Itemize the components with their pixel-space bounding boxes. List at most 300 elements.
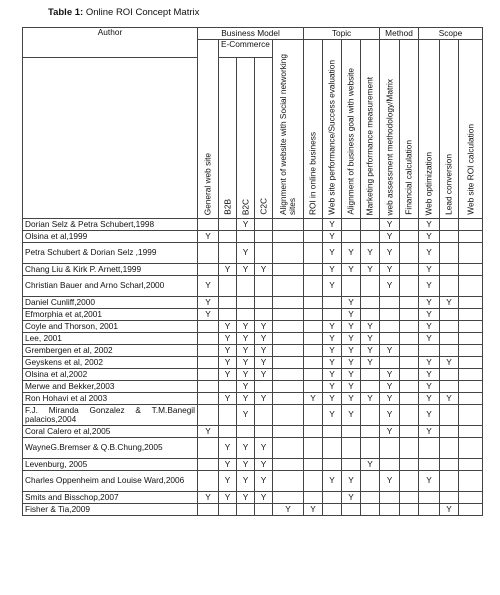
mark-cell: Y <box>323 264 342 276</box>
mark-cell <box>219 297 237 309</box>
mark-cell: Y <box>198 297 219 309</box>
author-cell: Merwe and Bekker,2003 <box>23 381 198 393</box>
author-cell: Christian Bauer and Arno Scharl,2000 <box>23 276 198 297</box>
table-caption-text: Online ROI Concept Matrix <box>83 7 200 18</box>
mark-cell <box>440 276 459 297</box>
mark-cell <box>400 459 419 471</box>
mark-cell <box>419 492 440 504</box>
mark-cell <box>237 504 255 516</box>
author-cell: Grembergen et al, 2002 <box>23 345 198 357</box>
column-header-web-optimization: Web optimization <box>419 40 440 219</box>
mark-cell: Y <box>323 276 342 297</box>
mark-cell <box>219 405 237 426</box>
table-row <box>23 369 483 381</box>
author-cell: Efmorphia et at,2001 <box>23 309 198 321</box>
mark-cell <box>273 471 304 492</box>
mark-cell: Y <box>323 381 342 393</box>
mark-cell <box>440 426 459 438</box>
mark-cell <box>304 276 323 297</box>
mark-cell <box>323 438 342 459</box>
mark-cell <box>459 321 483 333</box>
mark-cell <box>440 381 459 393</box>
mark-cell <box>459 276 483 297</box>
mark-cell <box>255 297 273 309</box>
table-row <box>23 297 483 309</box>
mark-cell <box>459 333 483 345</box>
mark-cell <box>440 333 459 345</box>
mark-cell <box>380 321 400 333</box>
mark-cell <box>459 438 483 459</box>
mark-cell <box>380 297 400 309</box>
mark-cell <box>273 459 304 471</box>
mark-cell <box>198 381 219 393</box>
mark-cell <box>400 393 419 405</box>
mark-cell <box>304 369 323 381</box>
mark-cell: Y <box>219 357 237 369</box>
mark-cell <box>380 309 400 321</box>
mark-cell <box>198 405 219 426</box>
mark-cell: Y <box>237 321 255 333</box>
table-row <box>23 471 483 492</box>
table-row <box>23 321 483 333</box>
mark-cell <box>400 381 419 393</box>
mark-cell <box>342 276 361 297</box>
mark-cell: Y <box>198 276 219 297</box>
mark-cell: Y <box>219 369 237 381</box>
mark-cell <box>459 459 483 471</box>
author-cell: Chang Liu & Kirk P. Arnett,1999 <box>23 264 198 276</box>
mark-cell <box>361 381 380 393</box>
mark-cell <box>440 459 459 471</box>
column-header-roi-online-business: ROI in online business <box>304 40 323 219</box>
mark-cell <box>440 405 459 426</box>
mark-cell: Y <box>361 264 380 276</box>
mark-cell <box>304 357 323 369</box>
mark-cell: Y <box>342 369 361 381</box>
mark-cell <box>219 243 237 264</box>
mark-cell <box>273 309 304 321</box>
mark-cell <box>273 357 304 369</box>
mark-cell <box>304 459 323 471</box>
author-cell: Levenburg, 2005 <box>23 459 198 471</box>
mark-cell <box>361 276 380 297</box>
mark-cell <box>361 219 380 231</box>
mark-cell <box>459 243 483 264</box>
mark-cell <box>304 405 323 426</box>
mark-cell <box>459 264 483 276</box>
mark-cell: Y <box>237 492 255 504</box>
mark-cell: Y <box>219 264 237 276</box>
mark-cell <box>440 231 459 243</box>
mark-cell: Y <box>380 405 400 426</box>
mark-cell <box>323 426 342 438</box>
mark-cell <box>273 405 304 426</box>
author-cell: F.J. Miranda Gonzalez & T.M.Banegil palacios,2004 <box>23 405 198 426</box>
mark-cell: Y <box>237 459 255 471</box>
mark-cell <box>380 504 400 516</box>
mark-cell: Y <box>237 333 255 345</box>
column-header-marketing-performance: Marketing performance measurement <box>361 40 380 219</box>
mark-cell <box>380 357 400 369</box>
mark-cell <box>459 504 483 516</box>
mark-cell <box>440 471 459 492</box>
mark-cell: Y <box>419 471 440 492</box>
mark-cell <box>440 369 459 381</box>
mark-cell <box>255 381 273 393</box>
mark-cell: Y <box>342 243 361 264</box>
mark-cell: Y <box>219 459 237 471</box>
mark-cell <box>198 219 219 231</box>
mark-cell: Y <box>237 219 255 231</box>
mark-cell: Y <box>419 264 440 276</box>
author-cell: Geyskens et al, 2002 <box>23 357 198 369</box>
mark-cell <box>400 231 419 243</box>
method-header: Method <box>380 28 419 40</box>
author-cell: Fisher & Tia,2009 <box>23 504 198 516</box>
mark-cell <box>400 405 419 426</box>
author-cell: Petra Schubert & Dorian Selz ,1999 <box>23 243 198 264</box>
mark-cell <box>198 264 219 276</box>
mark-cell: Y <box>419 369 440 381</box>
mark-cell <box>273 297 304 309</box>
mark-cell: Y <box>342 471 361 492</box>
author-cell: Coyle and Thorson, 2001 <box>23 321 198 333</box>
mark-cell: Y <box>342 405 361 426</box>
mark-cell: Y <box>219 492 237 504</box>
mark-cell: Y <box>380 369 400 381</box>
mark-cell <box>440 492 459 504</box>
mark-cell: Y <box>419 297 440 309</box>
table-row <box>23 231 483 243</box>
mark-cell: Y <box>361 321 380 333</box>
mark-cell: Y <box>419 231 440 243</box>
table-row <box>23 438 483 459</box>
column-header-web-assessment: web assessment methodology/Matrix <box>380 40 400 219</box>
mark-cell <box>400 438 419 459</box>
mark-cell: Y <box>323 321 342 333</box>
mark-cell <box>273 438 304 459</box>
mark-cell <box>400 297 419 309</box>
mark-cell: Y <box>361 345 380 357</box>
mark-cell: Y <box>323 333 342 345</box>
mark-cell: Y <box>419 321 440 333</box>
table-row <box>23 393 483 405</box>
mark-cell: Y <box>380 381 400 393</box>
mark-cell <box>273 381 304 393</box>
mark-cell <box>219 276 237 297</box>
mark-cell <box>273 345 304 357</box>
mark-cell <box>400 264 419 276</box>
column-header-lead-conversion: Lead conversion <box>440 40 459 219</box>
mark-cell <box>255 276 273 297</box>
mark-cell <box>459 297 483 309</box>
mark-cell: Y <box>219 345 237 357</box>
mark-cell <box>380 438 400 459</box>
mark-cell <box>198 357 219 369</box>
mark-cell <box>400 345 419 357</box>
mark-cell <box>219 219 237 231</box>
mark-cell: Y <box>342 357 361 369</box>
table-row <box>23 309 483 321</box>
mark-cell <box>419 459 440 471</box>
mark-cell: Y <box>273 504 304 516</box>
column-header-site-performance: Web site performance/Success evaluation <box>323 40 342 219</box>
mark-cell <box>304 438 323 459</box>
mark-cell <box>273 219 304 231</box>
mark-cell <box>419 504 440 516</box>
mark-cell: Y <box>342 321 361 333</box>
mark-cell: Y <box>219 393 237 405</box>
mark-cell: Y <box>361 459 380 471</box>
table-row <box>23 459 483 471</box>
mark-cell <box>237 231 255 243</box>
mark-cell <box>459 381 483 393</box>
mark-cell <box>400 426 419 438</box>
scope-header: Scope <box>419 28 483 40</box>
mark-cell <box>304 321 323 333</box>
mark-cell <box>440 243 459 264</box>
mark-cell <box>400 321 419 333</box>
table-row <box>23 381 483 393</box>
mark-cell <box>304 345 323 357</box>
column-header-financial-calculation: Financial calculation <box>400 40 419 219</box>
mark-cell: Y <box>419 243 440 264</box>
mark-cell <box>361 504 380 516</box>
author-cell: Lee, 2001 <box>23 333 198 345</box>
mark-cell: Y <box>255 357 273 369</box>
mark-cell <box>273 321 304 333</box>
mark-cell: Y <box>419 309 440 321</box>
mark-cell: Y <box>419 426 440 438</box>
mark-cell <box>198 471 219 492</box>
mark-cell <box>342 219 361 231</box>
mark-cell <box>400 369 419 381</box>
author-cell: Smits and Bisschop,2007 <box>23 492 198 504</box>
topic-header: Topic <box>304 28 380 40</box>
mark-cell: Y <box>323 369 342 381</box>
author-cell: Daniel Cunliff,2000 <box>23 297 198 309</box>
mark-cell: Y <box>237 345 255 357</box>
mark-cell: Y <box>440 393 459 405</box>
mark-cell <box>400 276 419 297</box>
column-header-general-web-site: General web site <box>198 40 219 219</box>
mark-cell <box>440 264 459 276</box>
mark-cell <box>273 333 304 345</box>
mark-cell <box>304 381 323 393</box>
mark-cell: Y <box>323 345 342 357</box>
mark-cell <box>219 381 237 393</box>
mark-cell <box>323 504 342 516</box>
author-cell: Ron Hohavi et al 2003 <box>23 393 198 405</box>
e-commerce-header: E-Commerce <box>219 40 273 58</box>
mark-cell: Y <box>342 345 361 357</box>
mark-cell <box>304 333 323 345</box>
mark-cell: Y <box>342 309 361 321</box>
table-caption-label: Table 1: <box>48 7 84 18</box>
mark-cell <box>400 243 419 264</box>
mark-cell <box>440 309 459 321</box>
mark-cell <box>304 231 323 243</box>
mark-cell: Y <box>380 471 400 492</box>
matrix-body <box>23 219 483 516</box>
mark-cell <box>198 504 219 516</box>
mark-cell <box>361 369 380 381</box>
mark-cell <box>342 426 361 438</box>
mark-cell <box>400 357 419 369</box>
mark-cell <box>304 264 323 276</box>
mark-cell <box>304 243 323 264</box>
mark-cell <box>219 309 237 321</box>
mark-cell <box>198 393 219 405</box>
mark-cell: Y <box>323 471 342 492</box>
table-row <box>23 243 483 264</box>
concept-matrix-table <box>22 27 483 516</box>
mark-cell <box>459 357 483 369</box>
mark-cell: Y <box>219 333 237 345</box>
mark-cell <box>380 333 400 345</box>
author-cell: Coral Calero et al,2005 <box>23 426 198 438</box>
mark-cell <box>255 309 273 321</box>
mark-cell: Y <box>380 219 400 231</box>
mark-cell: Y <box>342 297 361 309</box>
column-header-c2c: C2C <box>255 58 273 219</box>
mark-cell: Y <box>419 381 440 393</box>
table-row <box>23 264 483 276</box>
mark-cell <box>440 345 459 357</box>
mark-cell <box>342 459 361 471</box>
mark-cell: Y <box>380 345 400 357</box>
mark-cell <box>304 297 323 309</box>
mark-cell: Y <box>219 471 237 492</box>
table-row <box>23 333 483 345</box>
mark-cell <box>219 426 237 438</box>
mark-cell: Y <box>440 504 459 516</box>
mark-cell: Y <box>255 393 273 405</box>
mark-cell <box>419 345 440 357</box>
mark-cell <box>255 219 273 231</box>
author-header: Author <box>23 28 198 58</box>
mark-cell <box>419 438 440 459</box>
column-header-roi-calculation: Web site ROI calculation <box>459 40 483 219</box>
mark-cell <box>380 459 400 471</box>
mark-cell <box>237 276 255 297</box>
mark-cell: Y <box>198 309 219 321</box>
mark-cell <box>440 438 459 459</box>
mark-cell <box>400 333 419 345</box>
mark-cell <box>459 219 483 231</box>
author-cell: Dorian Selz & Petra Schubert,1998 <box>23 219 198 231</box>
mark-cell <box>304 219 323 231</box>
mark-cell: Y <box>255 333 273 345</box>
mark-cell <box>198 369 219 381</box>
mark-cell: Y <box>219 321 237 333</box>
mark-cell <box>273 276 304 297</box>
mark-cell: Y <box>419 405 440 426</box>
mark-cell <box>323 459 342 471</box>
mark-cell: Y <box>237 405 255 426</box>
business-model-header: Business Model <box>198 28 304 40</box>
mark-cell <box>459 309 483 321</box>
mark-cell <box>255 231 273 243</box>
mark-cell: Y <box>342 381 361 393</box>
mark-cell <box>198 459 219 471</box>
mark-cell <box>400 309 419 321</box>
mark-cell: Y <box>304 393 323 405</box>
mark-cell <box>459 369 483 381</box>
mark-cell <box>400 492 419 504</box>
mark-cell <box>273 231 304 243</box>
mark-cell <box>342 231 361 243</box>
mark-cell: Y <box>255 264 273 276</box>
mark-cell <box>198 345 219 357</box>
mark-cell <box>361 438 380 459</box>
mark-cell <box>342 504 361 516</box>
mark-cell: Y <box>440 297 459 309</box>
mark-cell <box>255 243 273 264</box>
mark-cell <box>323 309 342 321</box>
mark-cell <box>304 426 323 438</box>
mark-cell <box>198 438 219 459</box>
mark-cell: Y <box>342 492 361 504</box>
mark-cell: Y <box>304 504 323 516</box>
column-header-b2b: B2B <box>219 58 237 219</box>
mark-cell <box>459 492 483 504</box>
mark-cell: Y <box>237 357 255 369</box>
mark-cell <box>440 219 459 231</box>
mark-cell <box>304 309 323 321</box>
mark-cell <box>459 345 483 357</box>
mark-cell: Y <box>440 357 459 369</box>
mark-cell <box>361 492 380 504</box>
table-caption <box>48 7 199 18</box>
mark-cell: Y <box>342 393 361 405</box>
author-cell: Olsina et al,1999 <box>23 231 198 243</box>
mark-cell <box>323 492 342 504</box>
mark-cell <box>273 243 304 264</box>
mark-cell <box>255 504 273 516</box>
mark-cell <box>400 219 419 231</box>
mark-cell <box>219 504 237 516</box>
mark-cell <box>361 309 380 321</box>
mark-cell <box>361 426 380 438</box>
mark-cell <box>198 333 219 345</box>
author-cell: Olsina et al,2002 <box>23 369 198 381</box>
mark-cell <box>255 405 273 426</box>
mark-cell: Y <box>323 219 342 231</box>
mark-cell: Y <box>255 492 273 504</box>
mark-cell: Y <box>255 438 273 459</box>
mark-cell <box>219 231 237 243</box>
mark-cell <box>459 405 483 426</box>
mark-cell <box>459 471 483 492</box>
mark-cell <box>273 393 304 405</box>
mark-cell <box>198 243 219 264</box>
mark-cell: Y <box>323 405 342 426</box>
mark-cell <box>304 492 323 504</box>
mark-cell <box>273 426 304 438</box>
mark-cell <box>459 426 483 438</box>
mark-cell: Y <box>219 438 237 459</box>
table-row <box>23 405 483 426</box>
mark-cell: Y <box>237 393 255 405</box>
mark-cell: Y <box>380 243 400 264</box>
author-cell: Charles Oppenheim and Louise Ward,2006 <box>23 471 198 492</box>
mark-cell: Y <box>255 369 273 381</box>
mark-cell <box>198 321 219 333</box>
mark-cell: Y <box>323 231 342 243</box>
mark-cell <box>273 369 304 381</box>
table-row <box>23 276 483 297</box>
